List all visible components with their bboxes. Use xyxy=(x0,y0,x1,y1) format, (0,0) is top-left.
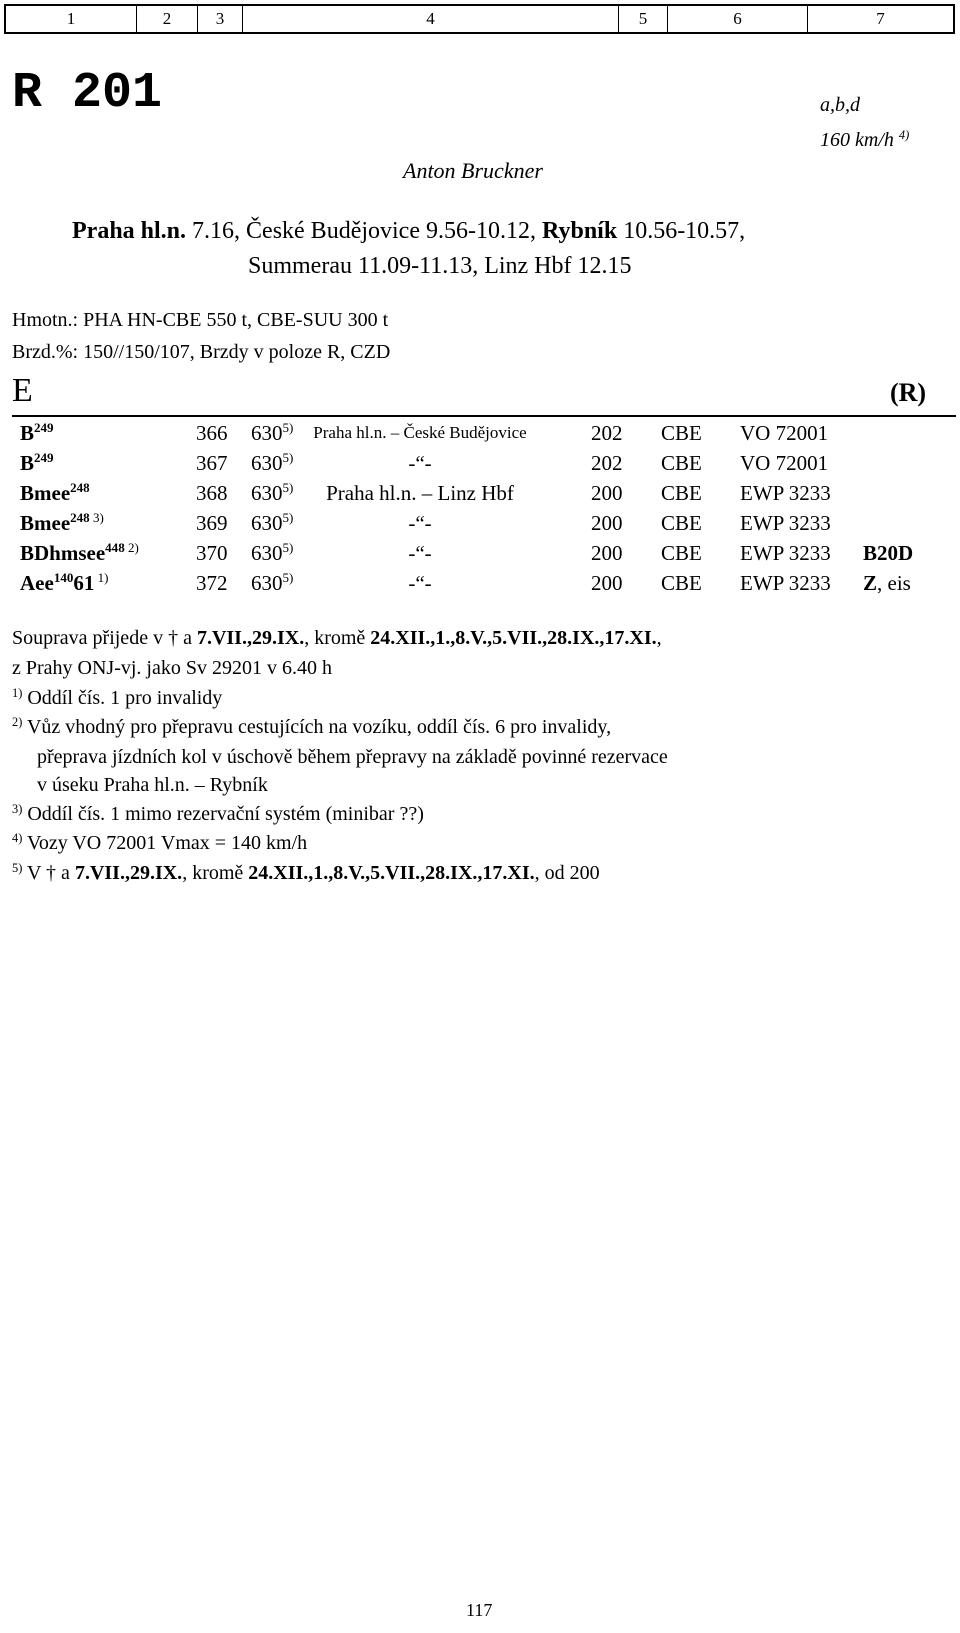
car-code: 630$^{5)}$ xyxy=(251,510,294,535)
origin-note: z Prahy ONJ-vj. jako Sv 29201 v 6.40 h xyxy=(12,657,332,679)
consist-row xyxy=(0,448,960,478)
column-header-1: 1 xyxy=(6,6,137,32)
car-remark: Z, eis xyxy=(863,571,911,595)
route-stop-time: 10.56-10.57, xyxy=(617,218,746,244)
section-tag: (R) xyxy=(890,378,927,407)
route-origin-time: 7.16, České Budějovice 9.56-10.12, xyxy=(186,218,542,244)
car-code: 630$^{5)}$ xyxy=(251,420,294,445)
car-relation: -“- xyxy=(408,541,432,565)
section-divider xyxy=(12,415,956,417)
car-number: 366 xyxy=(196,421,228,445)
route-origin: Praha hl.n. xyxy=(72,218,187,244)
car-owner: CBE xyxy=(661,451,702,475)
car-owner: CBE xyxy=(661,571,702,595)
consist-row xyxy=(0,538,960,568)
car-relation: -“- xyxy=(408,571,432,595)
car-series: EWP 3233 xyxy=(740,541,831,565)
car-number: 367 xyxy=(196,451,228,475)
car-type: Bmee$^{248 3)}$ xyxy=(20,510,104,535)
car-type: Aee$^{140}$61 $^{1)}$ xyxy=(20,570,109,595)
car-type: $B^{249}$ xyxy=(20,420,54,445)
brake-info: Brzd.%: 150//150/107, Brzdy v poloze R, CZD xyxy=(12,341,391,363)
train-name: Anton Bruckner xyxy=(403,158,543,183)
car-code: 630$^{5)}$ xyxy=(251,450,294,475)
speed-value: 160 km/h xyxy=(820,129,894,151)
consist-row xyxy=(0,418,960,448)
footnote-2: $^{2)}$ Vůz vhodný pro přepravu cestujících na vozíku, oddíl čís. 6 pro invalidy, xyxy=(12,714,612,738)
car-series: EWP 3233 xyxy=(740,511,831,535)
car-number: 369 xyxy=(196,511,228,535)
car-relation: -“- xyxy=(408,511,432,535)
car-owner: CBE xyxy=(661,511,702,535)
car-owner: CBE xyxy=(661,481,702,505)
car-code: 630$^{5)}$ xyxy=(251,540,294,565)
car-capacity: 200 xyxy=(591,481,623,505)
car-series: VO 72001 xyxy=(740,421,829,445)
consist-row xyxy=(0,508,960,538)
car-owner: CBE xyxy=(661,541,702,565)
car-relation: Praha hl.n. – České Budějovice xyxy=(313,423,527,442)
consist-row xyxy=(0,478,960,508)
route-stop: Rybník xyxy=(541,218,618,244)
car-series: EWP 3233 xyxy=(740,481,831,505)
column-header-5: 5 xyxy=(619,6,668,32)
footnote-1: $^{1)}$ Oddíl čís. 1 pro invalidy xyxy=(12,685,223,709)
car-number: 372 xyxy=(196,571,228,595)
car-code: 630$^{5)}$ xyxy=(251,480,294,505)
car-capacity: 202 xyxy=(591,451,623,475)
car-code: 630$^{5)}$ xyxy=(251,570,294,595)
car-number: 368 xyxy=(196,481,228,505)
car-capacity: 200 xyxy=(591,541,623,565)
footnote-5: $^{5)}$ V † a 7.VII.,29.IX., kromě 24.XII.,1.,8.V.,5.VII.,28.IX.,17.XI., od 200 xyxy=(12,860,600,884)
car-type: BDhmsee$^{448 2)}$ xyxy=(20,540,139,565)
train-number: R 201 xyxy=(12,65,163,122)
speed-footnote-ref: 4) xyxy=(898,127,910,142)
column-header-7: 7 xyxy=(876,9,885,28)
column-header-band xyxy=(4,4,955,34)
train-class: a,b,d xyxy=(820,94,860,116)
car-number: 370 xyxy=(196,541,228,565)
car-capacity: 200 xyxy=(591,511,623,535)
car-remark: B20D xyxy=(863,541,914,565)
car-capacity: 202 xyxy=(591,421,623,445)
car-series: VO 72001 xyxy=(740,451,829,475)
train-weight: Hmotn.: PHA HN-CBE 550 t, CBE-SUU 300 t xyxy=(12,309,389,331)
footnote-2-line-2: přeprava jízdních kol v úschově během přepravy na základě povinné rezervace xyxy=(37,746,668,768)
car-capacity: 200 xyxy=(591,571,623,595)
car-type: Bmee$^{248}$ xyxy=(20,480,90,505)
train-speed xyxy=(820,129,909,152)
column-header-6: 6 xyxy=(668,6,808,32)
route-line-2: Summerau 11.09-11.13, Linz Hbf 12.15 xyxy=(248,253,632,279)
column-header-4: 4 xyxy=(243,6,619,32)
footnote-2-line-3: v úseku Praha hl.n. – Rybník xyxy=(37,774,268,796)
car-type: $B^{249}$ xyxy=(20,450,54,475)
column-header-2: 2 xyxy=(137,6,198,32)
car-relation: Praha hl.n. – Linz Hbf xyxy=(326,481,514,505)
car-series: EWP 3233 xyxy=(740,571,831,595)
footnote-3: $^{3)}$ Oddíl čís. 1 mimo rezervační systém (minibar ??) xyxy=(12,801,424,825)
car-relation: -“- xyxy=(408,451,432,475)
page-number: 117 xyxy=(466,1600,493,1620)
route-line-1 xyxy=(72,218,745,245)
section-letter: E xyxy=(12,372,33,409)
car-owner: CBE xyxy=(661,421,702,445)
footnote-4: $^{4)}$ Vozy VO 72001 Vmax = 140 km/h xyxy=(12,830,308,854)
runs-note: Souprava přijede v † a 7.VII.,29.IX., kromě 24.XII.,1.,8.V.,5.VII.,28.IX.,17.XI., xyxy=(12,627,662,649)
column-header-3: 3 xyxy=(198,6,243,32)
consist-row xyxy=(0,568,960,598)
